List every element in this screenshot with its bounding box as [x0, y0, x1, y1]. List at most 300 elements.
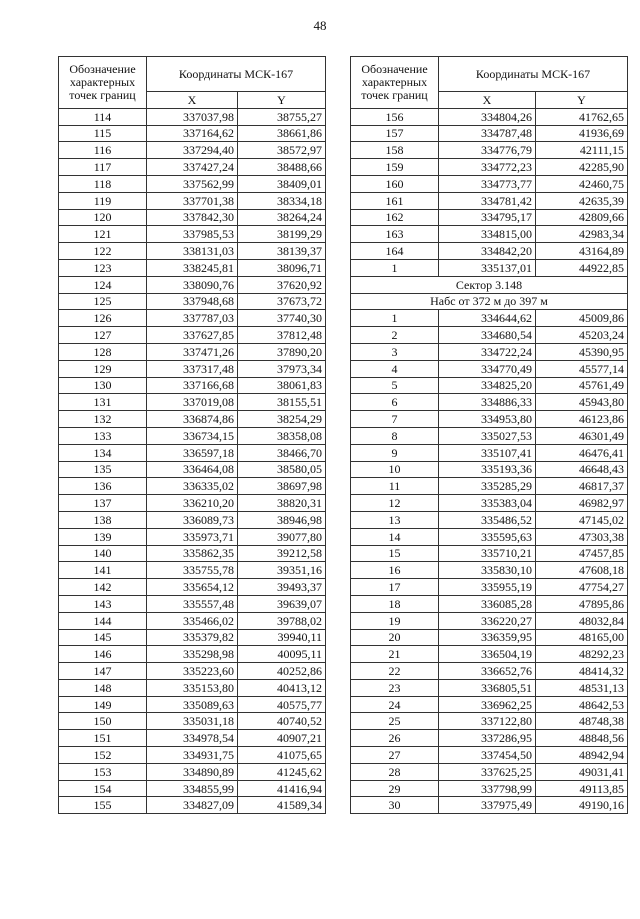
coord-x: 337627,85	[147, 327, 238, 344]
coord-x: 337798,99	[439, 780, 536, 797]
coord-x: 335466,02	[147, 612, 238, 629]
point-number: 29	[351, 780, 439, 797]
table-row	[59, 797, 326, 814]
coord-x: 335137,01	[439, 259, 536, 276]
point-number: 1	[351, 310, 439, 327]
coord-x: 334770,49	[439, 360, 536, 377]
point-number: 123	[59, 259, 147, 276]
coord-x: 336734,15	[147, 427, 238, 444]
coord-y: 42460,75	[536, 175, 628, 192]
coord-x: 335031,18	[147, 713, 238, 730]
coord-y: 44922,85	[536, 259, 628, 276]
point-number: 3	[351, 343, 439, 360]
point-number: 153	[59, 763, 147, 780]
coord-x: 334855,99	[147, 780, 238, 797]
point-number: 126	[59, 310, 147, 327]
point-number: 139	[59, 528, 147, 545]
coord-x: 335298,98	[147, 646, 238, 663]
table-row	[351, 243, 628, 260]
coord-x: 336220,27	[439, 612, 536, 629]
coord-y: 38820,31	[238, 495, 326, 512]
table-row	[59, 646, 326, 663]
table-row	[351, 175, 628, 192]
coord-y: 46301,49	[536, 427, 628, 444]
point-number: 133	[59, 427, 147, 444]
table-row	[59, 528, 326, 545]
table-row	[59, 343, 326, 360]
coord-x: 337948,68	[147, 293, 238, 310]
coord-y: 42635,39	[536, 192, 628, 209]
table-row	[59, 730, 326, 747]
point-number: 8	[351, 427, 439, 444]
coord-y: 39788,02	[238, 612, 326, 629]
point-number: 147	[59, 663, 147, 680]
point-number: 9	[351, 444, 439, 461]
table-row	[59, 427, 326, 444]
point-number: 159	[351, 159, 439, 176]
coord-y: 40252,86	[238, 663, 326, 680]
coord-x: 334773,77	[439, 175, 536, 192]
coord-y: 38755,27	[238, 108, 326, 125]
coord-y: 45943,80	[536, 394, 628, 411]
coord-x: 336597,18	[147, 444, 238, 461]
coord-x: 334886,33	[439, 394, 536, 411]
coord-y: 40095,11	[238, 646, 326, 663]
coord-x: 334680,54	[439, 327, 536, 344]
table-row	[351, 478, 628, 495]
table-row	[351, 327, 628, 344]
table-row	[351, 663, 628, 680]
table-row	[59, 360, 326, 377]
coord-y: 48292,23	[536, 646, 628, 663]
table-row	[59, 595, 326, 612]
coord-x: 337701,38	[147, 192, 238, 209]
table-row	[351, 394, 628, 411]
point-number: 28	[351, 763, 439, 780]
coord-x: 334781,42	[439, 192, 536, 209]
point-number: 16	[351, 562, 439, 579]
table-row	[351, 797, 628, 814]
point-number: 23	[351, 679, 439, 696]
table-row	[59, 545, 326, 562]
coord-x: 336504,19	[439, 646, 536, 663]
point-number: 6	[351, 394, 439, 411]
point-number: 7	[351, 411, 439, 428]
table-row	[351, 747, 628, 764]
coord-y: 39493,37	[238, 579, 326, 596]
coord-x: 335486,52	[439, 511, 536, 528]
coord-y: 38061,83	[238, 377, 326, 394]
table-row	[59, 696, 326, 713]
coord-x: 334825,20	[439, 377, 536, 394]
point-number: 15	[351, 545, 439, 562]
point-number: 11	[351, 478, 439, 495]
point-number: 141	[59, 562, 147, 579]
coord-x: 337294,40	[147, 142, 238, 159]
table-row	[351, 108, 628, 125]
coord-y: 37890,20	[238, 343, 326, 360]
table-row	[59, 293, 326, 310]
left-table-body	[59, 108, 326, 813]
header-designation: Обозначение характерных точек границ	[59, 57, 147, 109]
coord-x: 335955,19	[439, 579, 536, 596]
point-number: 156	[351, 108, 439, 125]
coord-y: 48032,84	[536, 612, 628, 629]
table-row	[351, 209, 628, 226]
point-number: 124	[59, 276, 147, 293]
coord-y: 39351,16	[238, 562, 326, 579]
table-row	[351, 629, 628, 646]
table-row	[351, 226, 628, 243]
coord-x: 337787,03	[147, 310, 238, 327]
table-row	[59, 663, 326, 680]
coord-y: 39077,80	[238, 528, 326, 545]
coord-y: 48942,94	[536, 747, 628, 764]
table-row	[59, 562, 326, 579]
point-number: 157	[351, 125, 439, 142]
coord-y: 42983,34	[536, 226, 628, 243]
point-number: 162	[351, 209, 439, 226]
table-row	[59, 461, 326, 478]
coord-x: 337037,98	[147, 108, 238, 125]
table-row	[351, 377, 628, 394]
coord-y: 46648,43	[536, 461, 628, 478]
coord-y: 38199,29	[238, 226, 326, 243]
table-row	[59, 411, 326, 428]
coord-x: 337166,68	[147, 377, 238, 394]
table-row	[59, 327, 326, 344]
table-row	[59, 142, 326, 159]
table-row	[59, 579, 326, 596]
coord-x: 334804,26	[439, 108, 536, 125]
point-number: 135	[59, 461, 147, 478]
coord-y: 49190,16	[536, 797, 628, 814]
coord-y: 38254,29	[238, 411, 326, 428]
coord-x: 334827,09	[147, 797, 238, 814]
point-number: 143	[59, 595, 147, 612]
point-number: 26	[351, 730, 439, 747]
table-row	[351, 679, 628, 696]
point-number: 137	[59, 495, 147, 512]
section-row	[351, 276, 628, 293]
coord-x: 334931,75	[147, 747, 238, 764]
point-number: 150	[59, 713, 147, 730]
coord-x: 337985,53	[147, 226, 238, 243]
coord-y: 42285,90	[536, 159, 628, 176]
table-row	[351, 125, 628, 142]
coord-y: 37812,48	[238, 327, 326, 344]
point-number: 24	[351, 696, 439, 713]
coord-y: 39212,58	[238, 545, 326, 562]
coord-x: 335862,35	[147, 545, 238, 562]
point-number: 25	[351, 713, 439, 730]
coord-x: 338090,76	[147, 276, 238, 293]
coord-y: 48531,13	[536, 679, 628, 696]
coord-x: 335153,80	[147, 679, 238, 696]
coord-x: 336085,28	[439, 595, 536, 612]
coord-x: 334722,24	[439, 343, 536, 360]
point-number: 148	[59, 679, 147, 696]
coord-x: 335830,10	[439, 562, 536, 579]
header-x: X	[439, 92, 536, 109]
coord-x: 334776,79	[439, 142, 536, 159]
coord-y: 41936,69	[536, 125, 628, 142]
coord-x: 337122,80	[439, 713, 536, 730]
point-number: 10	[351, 461, 439, 478]
coord-x: 334772,23	[439, 159, 536, 176]
table-row	[59, 780, 326, 797]
coord-y: 48848,56	[536, 730, 628, 747]
point-number: 129	[59, 360, 147, 377]
point-number: 114	[59, 108, 147, 125]
coord-x: 335595,63	[439, 528, 536, 545]
coord-x: 337454,50	[439, 747, 536, 764]
point-number: 20	[351, 629, 439, 646]
table-row	[351, 595, 628, 612]
coord-y: 46476,41	[536, 444, 628, 461]
coord-x: 336464,08	[147, 461, 238, 478]
table-row	[351, 511, 628, 528]
point-number: 4	[351, 360, 439, 377]
coord-y: 41075,65	[238, 747, 326, 764]
coord-y: 47303,38	[536, 528, 628, 545]
point-number: 144	[59, 612, 147, 629]
point-number: 116	[59, 142, 147, 159]
point-number: 21	[351, 646, 439, 663]
table-row	[351, 579, 628, 596]
coord-x: 337019,08	[147, 394, 238, 411]
point-number: 151	[59, 730, 147, 747]
coord-y: 37673,72	[238, 293, 326, 310]
coord-y: 37973,34	[238, 360, 326, 377]
coord-y: 37620,92	[238, 276, 326, 293]
table-row	[351, 612, 628, 629]
table-row	[351, 411, 628, 428]
point-number: 131	[59, 394, 147, 411]
section-subtitle: Набс от 372 м до 397 м	[351, 293, 628, 310]
table-row	[59, 243, 326, 260]
table-row	[351, 730, 628, 747]
coord-y: 47754,27	[536, 579, 628, 596]
table-row	[59, 175, 326, 192]
table-row	[59, 226, 326, 243]
coord-y: 40907,21	[238, 730, 326, 747]
coord-y: 38155,51	[238, 394, 326, 411]
point-number: 18	[351, 595, 439, 612]
table-row	[351, 159, 628, 176]
table-row	[59, 612, 326, 629]
coord-x: 335755,78	[147, 562, 238, 579]
table-row	[59, 763, 326, 780]
point-number: 136	[59, 478, 147, 495]
coord-y: 42809,66	[536, 209, 628, 226]
coord-y: 41416,94	[238, 780, 326, 797]
point-number: 142	[59, 579, 147, 596]
coord-x: 336335,02	[147, 478, 238, 495]
table-row	[351, 444, 628, 461]
table-row	[351, 528, 628, 545]
table-row	[351, 696, 628, 713]
header-coords-title: Координаты МСК-167	[439, 57, 628, 92]
table-row	[351, 713, 628, 730]
coord-x: 336210,20	[147, 495, 238, 512]
table-row	[351, 780, 628, 797]
header-coords-title: Координаты МСК-167	[147, 57, 326, 92]
coord-x: 337317,48	[147, 360, 238, 377]
coord-y: 39639,07	[238, 595, 326, 612]
point-number: 132	[59, 411, 147, 428]
table-row	[59, 629, 326, 646]
table-row	[351, 259, 628, 276]
table-row	[59, 713, 326, 730]
point-number: 127	[59, 327, 147, 344]
coord-y: 40413,12	[238, 679, 326, 696]
point-number: 125	[59, 293, 147, 310]
coord-y: 45761,49	[536, 377, 628, 394]
coord-y: 49031,41	[536, 763, 628, 780]
point-number: 17	[351, 579, 439, 596]
coord-y: 45390,95	[536, 343, 628, 360]
page-number: 48	[313, 18, 327, 33]
coord-y: 38409,01	[238, 175, 326, 192]
point-number: 117	[59, 159, 147, 176]
coord-y: 48748,38	[536, 713, 628, 730]
coord-x: 335973,71	[147, 528, 238, 545]
point-number: 122	[59, 243, 147, 260]
table-row	[59, 108, 326, 125]
point-number: 140	[59, 545, 147, 562]
table-row	[351, 646, 628, 663]
table-row	[351, 343, 628, 360]
coord-y: 41762,65	[536, 108, 628, 125]
coord-y: 43164,89	[536, 243, 628, 260]
coord-y: 49113,85	[536, 780, 628, 797]
point-number: 145	[59, 629, 147, 646]
table-row	[351, 545, 628, 562]
point-number: 12	[351, 495, 439, 512]
right-table-body	[351, 108, 628, 813]
coord-x: 334978,54	[147, 730, 238, 747]
coord-y: 38264,24	[238, 209, 326, 226]
coord-y: 41245,62	[238, 763, 326, 780]
coord-x: 337427,24	[147, 159, 238, 176]
table-row	[351, 192, 628, 209]
point-number: 161	[351, 192, 439, 209]
point-number: 163	[351, 226, 439, 243]
table-row	[59, 495, 326, 512]
header-y: Y	[238, 92, 326, 109]
coord-x: 335383,04	[439, 495, 536, 512]
point-number: 128	[59, 343, 147, 360]
coord-y: 48642,53	[536, 696, 628, 713]
coord-x: 334890,89	[147, 763, 238, 780]
point-number: 118	[59, 175, 147, 192]
coord-x: 334644,62	[439, 310, 536, 327]
point-number: 2	[351, 327, 439, 344]
point-number: 14	[351, 528, 439, 545]
coord-x: 337164,62	[147, 125, 238, 142]
coord-y: 38358,08	[238, 427, 326, 444]
coord-x: 335285,29	[439, 478, 536, 495]
coord-x: 336359,95	[439, 629, 536, 646]
table-row	[59, 747, 326, 764]
coord-x: 336805,51	[439, 679, 536, 696]
coord-y: 47145,02	[536, 511, 628, 528]
point-number: 134	[59, 444, 147, 461]
point-number: 27	[351, 747, 439, 764]
header-x: X	[147, 92, 238, 109]
coord-y: 48165,00	[536, 629, 628, 646]
table-row	[351, 495, 628, 512]
coord-x: 337625,25	[439, 763, 536, 780]
coord-x: 334787,48	[439, 125, 536, 142]
point-number: 19	[351, 612, 439, 629]
coord-y: 38572,97	[238, 142, 326, 159]
section-title: Сектор 3.148	[351, 276, 628, 293]
point-number: 152	[59, 747, 147, 764]
coord-y: 48414,32	[536, 663, 628, 680]
coord-x: 337471,26	[147, 343, 238, 360]
table-row	[59, 478, 326, 495]
table-row	[59, 276, 326, 293]
point-number: 146	[59, 646, 147, 663]
coord-x: 334842,20	[439, 243, 536, 260]
coord-y: 38580,05	[238, 461, 326, 478]
coord-x: 337975,49	[439, 797, 536, 814]
coord-x: 335710,21	[439, 545, 536, 562]
coord-x: 335654,12	[147, 579, 238, 596]
point-number: 5	[351, 377, 439, 394]
coord-x: 335089,63	[147, 696, 238, 713]
coord-y: 38466,70	[238, 444, 326, 461]
coord-x: 335557,48	[147, 595, 238, 612]
table-row	[59, 310, 326, 327]
header-y: Y	[536, 92, 628, 109]
coord-x: 335193,36	[439, 461, 536, 478]
point-number: 130	[59, 377, 147, 394]
coord-y: 46817,37	[536, 478, 628, 495]
coord-y: 38488,66	[238, 159, 326, 176]
coordinates-table-right	[350, 56, 628, 814]
coord-x: 337842,30	[147, 209, 238, 226]
point-number: 120	[59, 209, 147, 226]
table-row	[59, 444, 326, 461]
coord-x: 336652,76	[439, 663, 536, 680]
table-row	[59, 679, 326, 696]
point-number: 164	[351, 243, 439, 260]
header-designation: Обозначение характерных точек границ	[351, 57, 439, 109]
table-row	[351, 142, 628, 159]
coord-x: 337286,95	[439, 730, 536, 747]
coord-y: 45577,14	[536, 360, 628, 377]
coord-y: 46982,97	[536, 495, 628, 512]
coord-y: 47608,18	[536, 562, 628, 579]
point-number: 121	[59, 226, 147, 243]
coord-y: 41589,34	[238, 797, 326, 814]
point-number: 115	[59, 125, 147, 142]
coord-y: 38946,98	[238, 511, 326, 528]
coord-y: 42111,15	[536, 142, 628, 159]
coord-y: 45203,24	[536, 327, 628, 344]
point-number: 1	[351, 259, 439, 276]
coord-x: 335223,60	[147, 663, 238, 680]
table-row	[351, 310, 628, 327]
coord-y: 46123,86	[536, 411, 628, 428]
table-row	[351, 763, 628, 780]
coord-y: 38139,37	[238, 243, 326, 260]
coordinates-table-left	[58, 56, 326, 814]
coord-x: 334953,80	[439, 411, 536, 428]
